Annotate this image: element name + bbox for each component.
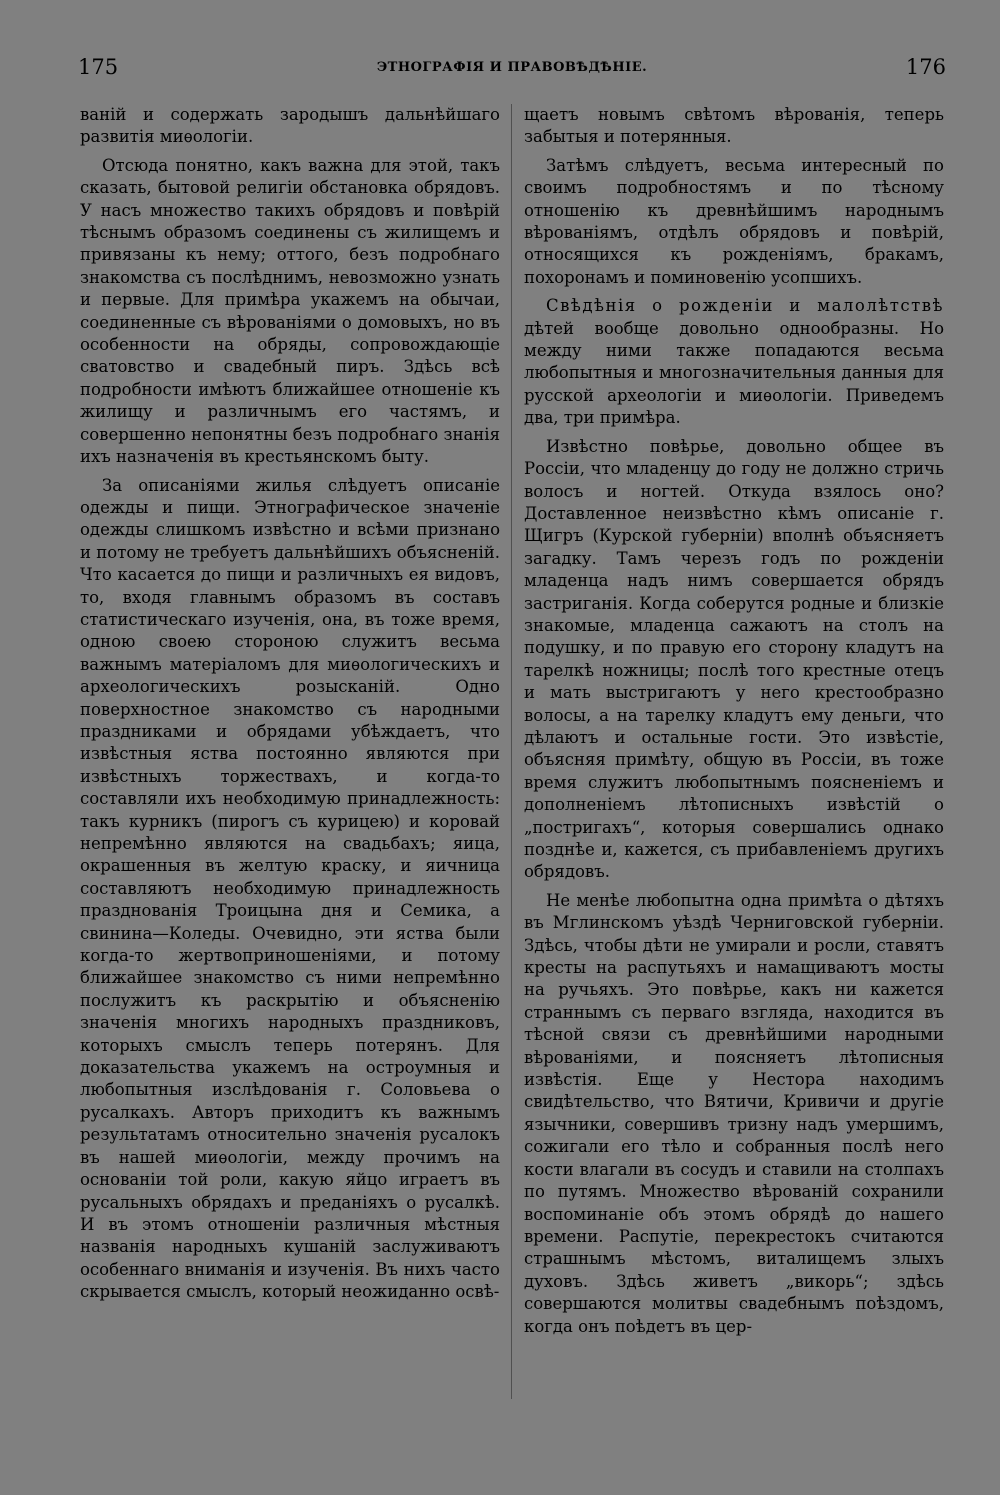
left-column [80, 104, 500, 1310]
paragraph: Извѣстно повѣрье, довольно общее въ Россіи, что младенцу до году не должно стричь волосъ и ногтей. Откуда взялось оно? Доставленное неизвѣстно кѣмъ описаніе г. Щигръ (Курской губерніи) вполнѣ объясняетъ загадку. Тамъ черезъ годъ по рожденіи младенца надъ нимъ совершается обрядъ застриганія. Когда соберутся родные и близкіе знакомые, младенца сажаютъ на столъ на подушку, и по правую его сторону кладутъ на тарелкѣ ножницы; послѣ того крестные отецъ и мать выстригаютъ у него крестообразно волосы, а на тарелку кладутъ ему деньги, что дѣлаютъ и остальные гости. Это извѣстіе, объясняя примѣту, общую въ Россіи, въ тоже время служитъ любопытнымъ поясненіемъ и дополненіемъ лѣтописныхъ извѣстій о „постригахъ“, которыя совершались однако позднѣе и, кажется, съ прибавленіемъ другихъ обрядовъ. [524, 436, 944, 882]
page-header [78, 52, 946, 86]
page-number-left: 175 [78, 55, 119, 79]
paragraph: Не менѣе любопытна одна примѣта о дѣтяхъ въ Мглинскомъ уѣздѣ Черниговской губерніи. Здѣсь, чтобы дѣти не умирали и росли, ставятъ кресты на распутьяхъ и намащиваютъ мосты на ручьяхъ. Это повѣрье, какъ ни кажется страннымъ съ перваго взгляда, находится въ тѣсной связи съ древнѣйшими народными вѣрованіями, и поясняетъ лѣтописныя извѣстія. Еще у Нестора находимъ свидѣтельство, что Вятичи, Кривичи и другіе язычники, совершивъ тризну надъ умершимъ, сожигали его тѣло и собранныя послѣ него кости влагали въ сосудъ и ставили на столпахъ по путямъ. Множество вѣрованій сохранили воспоминаніе объ этомъ обрядѣ до нашего времени. Распутіе, перекрестокъ считаются страшнымъ мѣстомъ, виталищемъ злыхъ духовъ. Здѣсь живетъ „викорь“; здѣсь совершаются молитвы свадебнымъ поѣздомъ, когда онъ поѣдетъ въ цер- [524, 890, 944, 1336]
paragraph [524, 295, 944, 429]
running-title: ЭТНОГРАФІЯ И ПРАВОВѢДѢНІЕ. [376, 60, 648, 75]
paragraph: Затѣмъ слѣдуетъ, весьма интересный по своимъ подробностямъ и по тѣсному отношенію къ древнѣйшимъ народнымъ вѣрованіямъ, отдѣлъ обрядовъ и повѣрій, относящихся къ рожденіямъ, бракамъ, похоронамъ и поминовенію усопшихъ. [524, 155, 944, 287]
paragraph: щаетъ новымъ свѣтомъ вѣрованія, теперь забытыя и потерянныя. [524, 105, 944, 147]
right-column [524, 104, 944, 1344]
paragraph-text: дѣтей вообще довольно однообразны. Но между ними также попадаются весьма любопытныя и многозначительныя данныя для русской археологіи и миѳологіи. Приведемъ два, три примѣра. [524, 318, 944, 428]
paragraph: За описаніями жилья слѣдуетъ описаніе одежды и пищи. Этнографическое значеніе одежды слишкомъ извѣстно и всѣми признано и потому не требуетъ дальнѣйшихъ объясненій. Что касается до пищи и различныхъ ея видовъ, то, входя главнымъ образомъ въ составъ статистическаго изученія, она, въ тоже время, одною своею стороною служитъ весьма важнымъ матеріаломъ для миѳологическихъ и археологическихъ розысканій. Одно поверхностное знакомство съ народными праздниками и обрядами убѣждаетъ, что извѣстныя яства постоянно являются при извѣстныхъ торжествахъ, и когда-то составляли ихъ необходимую принадлежность: такъ курникъ (пирогъ съ курицею) и коровай непремѣнно являются на свадьбахъ; яица, окрашенныя въ желтую краску, и яичница составляютъ необходимую принадлежность празднованія Троицына дня и Семика, а свинина—Коледы. Очевидно, эти яства были когда-то жертвоприношеніями, и потому ближайшее знакомство съ ними непремѣнно послужитъ къ раскрытію и объясненію значенія многихъ народныхъ праздниковъ, которыхъ смыслъ теперь потерянъ. Для доказательства укажемъ на остроумныя и любопытныя изслѣдованія г. Соловьева о русалкахъ. Авторъ приходитъ къ важнымъ результатамъ относительно значенія русалокъ въ нашей миѳологіи, между прочимъ на основаніи той роли, какую яйцо играетъ въ русальныхъ обрядахъ и преданіяхъ о русалкѣ. И въ этомъ отношеніи различныя мѣстныя названія народныхъ кушаній заслуживаютъ особеннаго вниманія и изученія. Въ нихъ часто скрывается смыслъ, который неожиданно освѣ- [80, 475, 500, 1302]
column-divider [511, 104, 512, 1399]
page-number-right: 176 [905, 55, 946, 79]
paragraph: Отсюда понятно, какъ важна для этой, такъ сказать, бытовой религіи обстановка обрядовъ. У насъ множество такихъ обрядовъ и повѣрій тѣснымъ образомъ соединены съ жилищемъ и привязаны къ нему; оттого, безъ подробнаго знакомства съ послѣднимъ, невозможно узнать и первые. Для примѣра укажемъ на обычаи, соединенные съ вѣрованіями о домовыхъ, но въ особенности на обряды, сопровождающіе сватовство и свадебный пиръ. Здѣсь всѣ подробности имѣютъ ближайшее отношеніе къ жилищу и различнымъ его частямъ, и совершенно непонятны безъ подробнаго знанія ихъ назначенія въ крестьянскомъ быту. [80, 155, 500, 467]
spaced-emphasis: Свѣдѣнія о рожденіи и малолѣтствѣ [546, 296, 944, 316]
paragraph: ваній и содержать зародышъ дальнѣйшаго развитія миѳологіи. [80, 105, 500, 147]
